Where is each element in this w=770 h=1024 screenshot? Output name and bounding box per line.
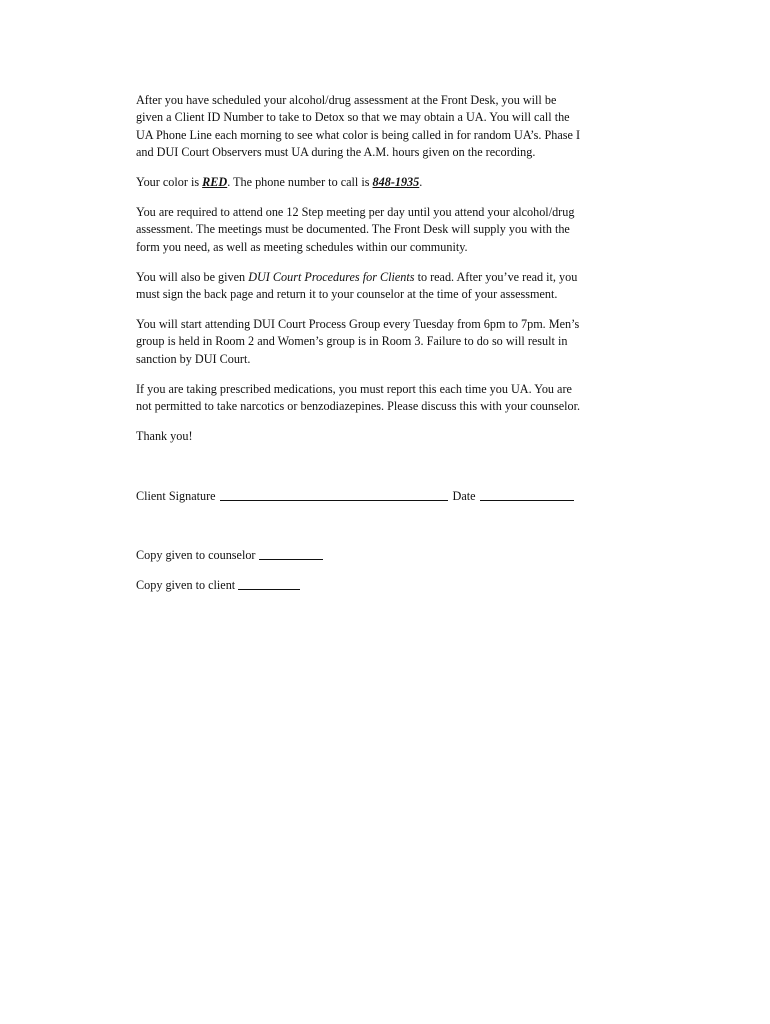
ua-phone-number: 848-1935 (372, 175, 420, 190)
procedures-title: DUI Court Procedures for Clients (248, 269, 415, 284)
client-signature-line[interactable] (220, 499, 448, 501)
color-suffix: . (419, 175, 423, 190)
copy-counselor-line[interactable] (259, 558, 323, 560)
client-signature-label: Client Signature (136, 488, 216, 503)
color-middle: . The phone number to call is (227, 175, 373, 190)
ua-color: RED (202, 175, 228, 190)
date-line[interactable] (480, 499, 574, 501)
paragraph-assessment: After you have scheduled your alcohol/drug assessment at the Front Desk, you will be given a Client ID Number to take to Detox so that we may obtain a UA. You will call the UA Phone Line each morning to see what color is being called in for random UA’s. Phase I and DUI Court Observers must UA during the A.M. hours given on the recording. (136, 93, 581, 160)
paragraph-process-group: You will start attending DUI Court Process Group every Tuesday from 6pm to 7pm. Men’s group is held in Room 2 and Women’s group is in Room 3. Failure to do so will result in sanction by DUI Court. (136, 317, 580, 366)
document-page (136, 92, 586, 594)
thank-you-text: Thank you! (136, 429, 193, 444)
copy-client-label: Copy given to client (136, 577, 236, 592)
copy-client-row (136, 577, 586, 594)
copy-counselor-row (136, 547, 586, 564)
paragraph-medications: If you are taking prescribed medications, you must report this each time you UA. You are not permitted to take narcotics or benzodiazepines. Please discuss this with your counselor. (136, 381, 581, 414)
procedures-suffix: to read. After you’ve read it, you must sign the back page and return it to your counselor at the time of your assessment. (136, 269, 578, 302)
copy-counselor-label: Copy given to counselor (136, 547, 256, 562)
color-prefix: Your color is (136, 175, 203, 190)
paragraph-12-step: You are required to attend one 12 Step meeting per day until you attend your alcohol/drug assessment. The meetings must be documented. The Front Desk will supply you with the form you need, as well as meeting schedules within our community. (136, 205, 575, 254)
signature-row (136, 488, 586, 505)
paragraph-procedures (136, 269, 586, 304)
copy-client-line[interactable] (238, 588, 300, 590)
date-label: Date (452, 488, 476, 503)
paragraph-color (136, 174, 586, 191)
procedures-prefix: You will also be given (136, 269, 249, 284)
